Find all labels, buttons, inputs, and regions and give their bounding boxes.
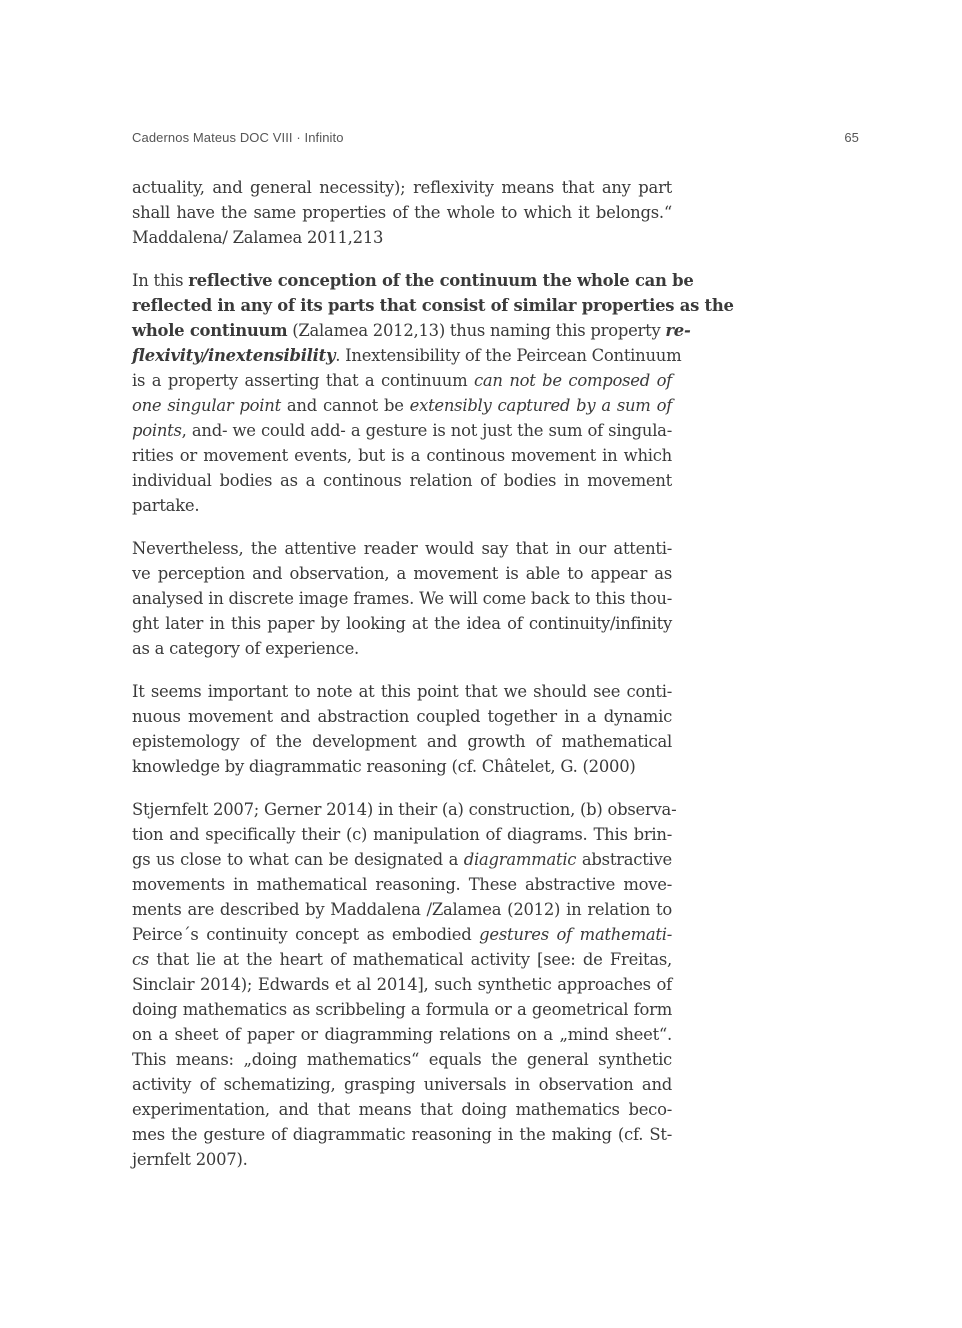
- italic-text: diagrammatic: [463, 850, 577, 869]
- text-segment: abstractive: [576, 850, 672, 869]
- text-segment: gs us close to what can be designated a: [132, 850, 464, 869]
- text-line: [132, 636, 672, 661]
- text-line: [132, 704, 672, 729]
- text-line: [132, 1147, 672, 1172]
- page-number: 65: [844, 130, 859, 145]
- text-segment: that lie at the heart of mathematical activity [see: de Freitas,: [149, 950, 672, 969]
- text-line: [132, 225, 672, 250]
- text-line: [132, 343, 682, 368]
- text-segment: and cannot be: [280, 396, 410, 415]
- text-segment: actuality, and general necessity); reflexivity means that any part: [132, 178, 672, 197]
- text-line: [132, 175, 672, 200]
- text-line: [132, 318, 691, 343]
- text-line: [132, 897, 672, 922]
- text-segment: individual bodies as a continous relation of bodies in movement: [132, 471, 672, 490]
- text-segment: tion and specifically their (c) manipulation of diagrams. This brin-: [132, 825, 672, 844]
- text-segment: knowledge by diagrammatic reasoning (cf. Châtelet, G. (2000): [132, 757, 636, 776]
- paragraph: [132, 679, 672, 779]
- paragraph: [132, 175, 672, 250]
- text-line: [132, 268, 694, 293]
- text-line: [132, 997, 672, 1022]
- italic-text: extensibly captured by a sum of: [409, 396, 673, 415]
- text-line: [132, 872, 672, 897]
- text-line: [132, 393, 672, 418]
- text-segment: rities or movement events, but is a continous movement in which: [132, 446, 672, 465]
- text-line: [132, 493, 672, 518]
- text-line: [132, 1047, 672, 1072]
- text-segment: Maddalena/ Zalamea 2011,213: [132, 228, 384, 247]
- text-segment: is a property asserting that a continuum: [132, 371, 474, 390]
- bold-italic-text: re-: [665, 321, 691, 340]
- text-line: [132, 754, 672, 779]
- paragraph: [132, 797, 677, 1172]
- text-segment: ght later in this paper by looking at the idea of continuity/infinity: [132, 614, 672, 633]
- text-segment: doing mathematics as scribbeling a formula or a geometrical form: [132, 1000, 672, 1019]
- text-segment: experimentation, and that means that doing mathematics beco-: [132, 1100, 672, 1119]
- text-line: [132, 586, 672, 611]
- text-segment: nuous movement and abstraction coupled together in a dynamic: [132, 707, 672, 726]
- italic-text: points: [132, 421, 182, 440]
- text-segment: mes the gesture of diagrammatic reasoning in the making (cf. St-: [132, 1125, 672, 1144]
- bold-italic-text: flexivity/inextensibility: [132, 346, 336, 365]
- text-line: [132, 293, 734, 318]
- text-segment: activity of schematizing, grasping universals in observation and: [132, 1075, 672, 1094]
- italic-text: one singular point: [132, 396, 281, 415]
- text-segment: Peirce´s continuity concept as embodied: [132, 925, 480, 944]
- text-segment: shall have the same properties of the whole to which it belongs.“: [132, 203, 672, 222]
- text-line: [132, 922, 672, 947]
- bold-text: whole continuum: [132, 321, 288, 340]
- text-line: [132, 200, 672, 225]
- text-segment: , and- we could add- a gesture is not just the sum of singula-: [181, 421, 672, 440]
- text-line: [132, 1097, 672, 1122]
- text-line: [132, 443, 672, 468]
- text-segment: Nevertheless, the attentive reader would say that in our attenti-: [132, 539, 672, 558]
- text-line: [132, 1072, 672, 1097]
- paragraph: [132, 536, 672, 661]
- text-segment: partake.: [132, 496, 200, 515]
- text-line: [132, 1022, 672, 1047]
- text-line: [132, 822, 672, 847]
- text-line: [132, 368, 672, 393]
- text-line: [132, 679, 672, 704]
- text-segment: analysed in discrete image frames. We will come back to this thou-: [132, 589, 672, 608]
- text-segment: In this: [132, 271, 189, 290]
- italic-text: gestures of mathemati-: [479, 925, 672, 944]
- italic-text: cs: [132, 950, 150, 969]
- text-segment: epistemology of the development and growth of mathematical: [132, 732, 672, 751]
- italic-text: can not be composed of: [473, 371, 673, 390]
- text-segment: (Zalamea 2012,13) thus naming this property: [287, 321, 666, 340]
- text-segment: It seems important to note at this point that we should see conti-: [132, 682, 672, 701]
- text-line: [132, 972, 672, 997]
- text-line: [132, 418, 672, 443]
- body-text: [132, 175, 734, 1190]
- paragraph: [132, 268, 734, 518]
- bold-text: reflected in any of its parts that consist of similar properties as the: [132, 296, 734, 315]
- text-segment: This means: „doing mathematics“ equals the general synthetic: [132, 1050, 672, 1069]
- text-line: [132, 611, 672, 636]
- text-segment: Stjernfelt 2007; Gerner 2014) in their (a) construction, (b) observa-: [132, 800, 677, 819]
- text-line: [132, 847, 672, 872]
- text-segment: ve perception and observation, a movement is able to appear as: [132, 564, 672, 583]
- text-line: [132, 536, 672, 561]
- text-segment: Sinclair 2014); Edwards et al 2014], such synthetic approaches of: [132, 975, 672, 994]
- journal-title: Cadernos Mateus DOC VIII · Infinito: [132, 130, 344, 145]
- text-line: [132, 468, 672, 493]
- text-line: [132, 797, 677, 822]
- text-line: [132, 729, 672, 754]
- text-line: [132, 1122, 672, 1147]
- text-segment: jernfelt 2007).: [132, 1150, 248, 1169]
- text-segment: . Inextensibility of the Peircean Continuum: [335, 346, 682, 365]
- text-line: [132, 947, 672, 972]
- text-segment: movements in mathematical reasoning. These abstractive move-: [132, 875, 672, 894]
- bold-text: reflective conception of the continuum the whole can be: [188, 271, 694, 290]
- text-segment: ments are described by Maddalena /Zalamea (2012) in relation to: [132, 900, 672, 919]
- text-line: [132, 561, 672, 586]
- text-segment: on a sheet of paper or diagramming relations on a „mind sheet“.: [132, 1025, 672, 1044]
- text-segment: as a category of experience.: [132, 639, 359, 658]
